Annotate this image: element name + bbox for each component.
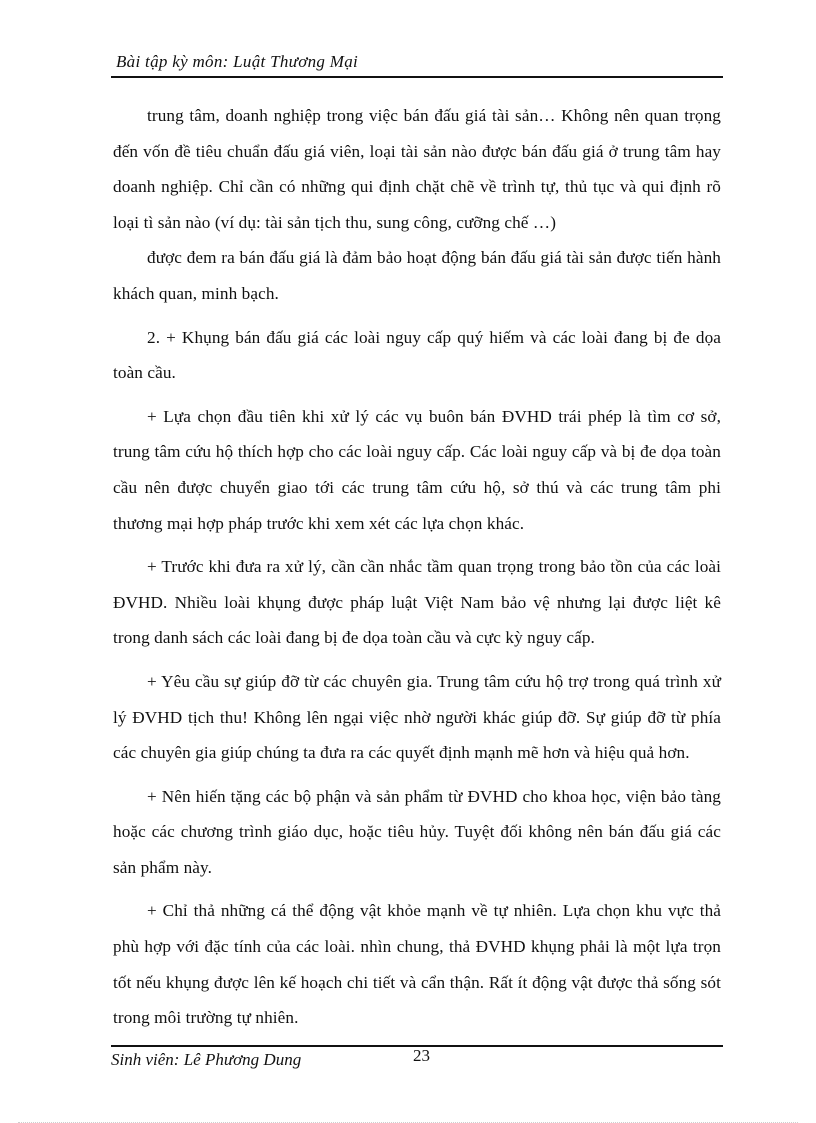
paragraph: + Lựa chọn đầu tiên khi xử lý các vụ buôn bán ĐVHD trái phép là tìm cơ sở, trung tâm cứu hộ thích hợp cho các loài nguy cấp. Các loài nguy cấp và bị đe dọa toàn cầu nên được chuyển giao tới các trung tâm cứu hộ, sở thú và các trung tâm phi thương mại hợp pháp trước khi xem xét các lựa chọn khác. (113, 406, 721, 533)
page-number: 23 (413, 1046, 430, 1065)
document-body (113, 98, 721, 1036)
header-divider (111, 76, 723, 78)
paragraph: trung tâm, doanh nghiệp trong việc bán đấu giá tài sản… Không nên quan trọng đến vốn đề tiêu chuẩn đấu giá viên, loại tài sản nào được bán đấu giá ở trung tâm hay doanh nghiệp. Chỉ cần có những qui định chặt chẽ về trình tự, thủ tục và qui định rõ loại tì sản nào (ví dụ: tài sản tịch thu, sung công, cưỡng chế …) (113, 106, 721, 232)
paragraph: được đem ra bán đấu giá là đảm bảo hoạt động bán đấu giá tài sản được tiến hành khách quan, minh bạch. (113, 248, 721, 303)
header-title: Bài tập kỳ môn: Luật Thương Mại (116, 52, 359, 71)
footer-student-name: Sinh viên: Lê Phương Dung (111, 1050, 302, 1069)
paragraph: 2. + Khụng bán đấu giá các loài nguy cấp quý hiếm và các loài đang bị đe dọa toàn cầu. (113, 327, 721, 383)
paragraph: + Nên hiến tặng các bộ phận và sản phẩm từ ĐVHD cho khoa học, viện bảo tàng hoặc các chương trình giáo dục, hoặc tiêu hủy. Tuyệt đối không nên bán đấu giá các sản phẩm này. (113, 786, 721, 877)
paragraph: + Trước khi đưa ra xử lý, cần cần nhắc tầm quan trọng trong bảo tồn của các loài ĐVHD. Nhiều loài khụng được pháp luật Việt Nam bảo vệ nhưng lại được liệt kê trong danh sách các loài đang bị đe dọa toàn cầu và cực kỳ nguy cấp. (113, 557, 721, 648)
paragraph: + Chỉ thả những cá thể động vật khỏe mạnh về tự nhiên. Lựa chọn khu vực thả phù hợp với đặc tính của các loài. nhìn chung, thả ĐVHD khụng phải là một lựa trọn tốt nếu khụng được lên kế hoạch chi tiết và cẩn thận. Rất ít động vật được thả sống sót trong môi trường tự nhiên. (113, 901, 721, 1028)
paragraph: + Yêu cầu sự giúp đỡ từ các chuyên gia. Trung tâm cứu hộ trợ trong quá trình xử lý ĐVHD tịch thu! Không lên ngại việc nhờ người khác giúp đỡ. Sự giúp đỡ từ phía các chuyên gia giúp chúng ta đưa ra các quyết định mạnh mẽ hơn và hiệu quả hơn. (113, 671, 721, 763)
